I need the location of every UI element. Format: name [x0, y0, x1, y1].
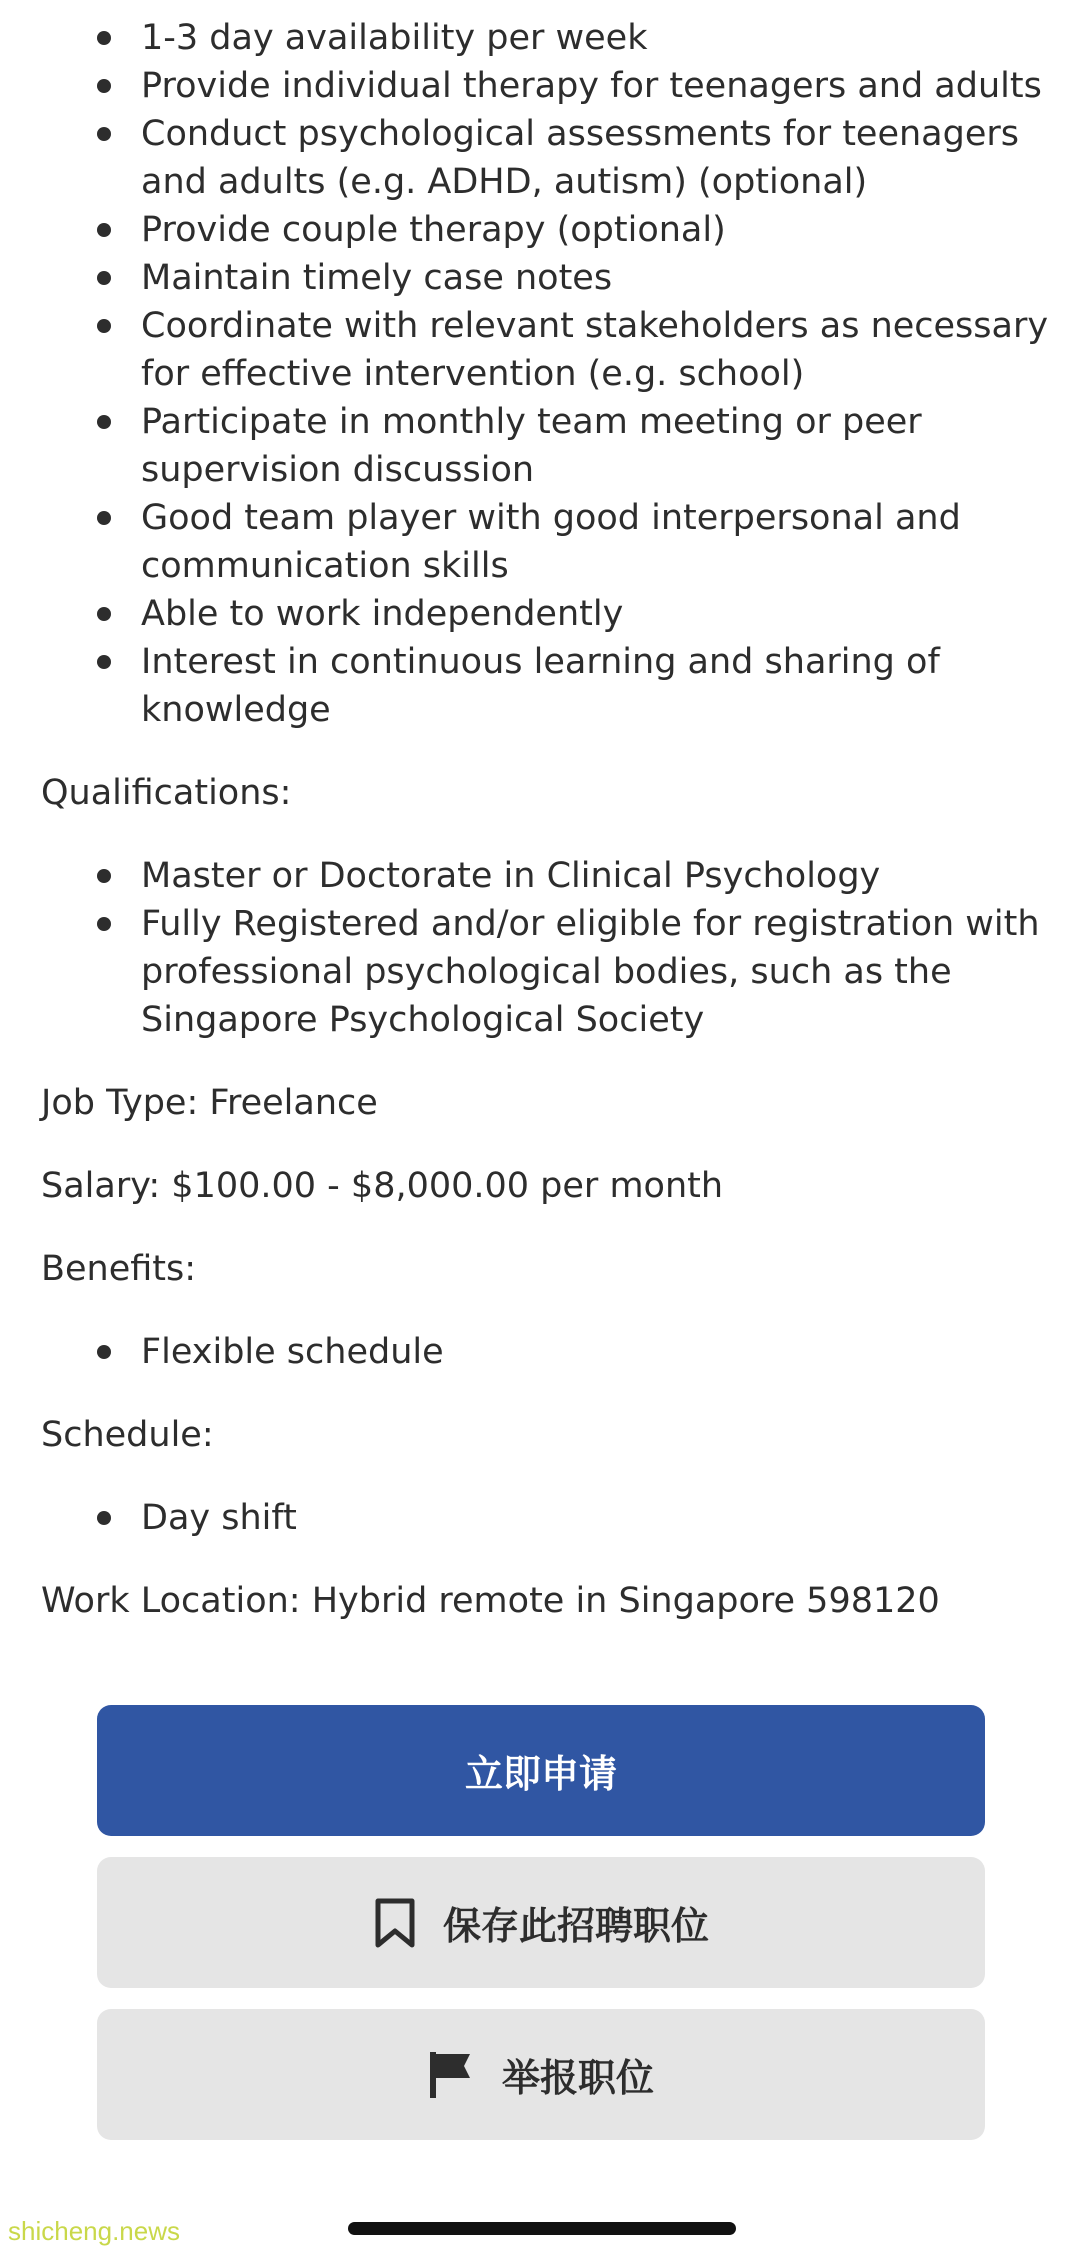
- apply-now-label: 立即申请: [464, 1752, 617, 1796]
- qualifications-heading: Qualifications:: [41, 773, 292, 813]
- apply-now-button[interactable]: [97, 1705, 985, 1836]
- benefits-list: [0, 1328, 1080, 1376]
- list-item: Provide couple therapy (optional): [0, 206, 1080, 254]
- flag-icon: [428, 2050, 476, 2100]
- bullet-icon: [97, 1511, 111, 1525]
- list-item: Day shift: [0, 1494, 1080, 1542]
- benefits-heading: Benefits:: [41, 1249, 197, 1289]
- bullet-icon: [97, 607, 111, 621]
- list-item: Good team player with good interpersonal and communication skills: [0, 494, 1080, 590]
- list-item: Master or Doctorate in Clinical Psychology: [0, 852, 1080, 900]
- bullet-icon: [97, 31, 111, 45]
- save-job-button[interactable]: [97, 1857, 985, 1988]
- qualifications-list: [0, 852, 1080, 1044]
- report-job-button[interactable]: [97, 2009, 985, 2140]
- responsibilities-list: [0, 14, 1080, 734]
- list-item: Participate in monthly team meeting or peer supervision discussion: [0, 398, 1080, 494]
- list-item: Flexible schedule: [0, 1328, 1080, 1376]
- bullet-icon: [97, 223, 111, 237]
- bullet-icon: [97, 655, 111, 669]
- list-item: Able to work independently: [0, 590, 1080, 638]
- report-job-label: 举报职位: [501, 2056, 654, 2100]
- bullet-icon: [97, 415, 111, 429]
- salary: Salary: $100.00 - $8,000.00 per month: [41, 1166, 724, 1206]
- list-item: Coordinate with relevant stakeholders as necessary for effective intervention (e.g. school): [0, 302, 1080, 398]
- list-item: Maintain timely case notes: [0, 254, 1080, 302]
- list-item: Interest in continuous learning and sharing of knowledge: [0, 638, 1080, 734]
- work-location: Work Location: Hybrid remote in Singapore 598120: [41, 1581, 940, 1621]
- save-job-label: 保存此招聘职位: [442, 1904, 709, 1948]
- bullet-icon: [97, 869, 111, 883]
- list-item: 1-3 day availability per week: [0, 14, 1080, 62]
- home-indicator[interactable]: [348, 2222, 736, 2235]
- schedule-heading: Schedule:: [41, 1415, 214, 1455]
- bullet-icon: [97, 79, 111, 93]
- job-type: Job Type: Freelance: [41, 1083, 378, 1123]
- bookmark-icon: [373, 1897, 417, 1949]
- bullet-icon: [97, 319, 111, 333]
- list-item: Fully Registered and/or eligible for registration with professional psychological bodies, such as the Singapore Psychological Society: [0, 900, 1080, 1044]
- bullet-icon: [97, 1345, 111, 1359]
- schedule-list: [0, 1494, 1080, 1542]
- watermark: shicheng.news: [8, 2216, 180, 2246]
- list-item: Provide individual therapy for teenagers and adults: [0, 62, 1080, 110]
- list-item: Conduct psychological assessments for teenagers and adults (e.g. ADHD, autism) (optional): [0, 110, 1080, 206]
- bullet-icon: [97, 917, 111, 931]
- bullet-icon: [97, 127, 111, 141]
- bullet-icon: [97, 511, 111, 525]
- bullet-icon: [97, 271, 111, 285]
